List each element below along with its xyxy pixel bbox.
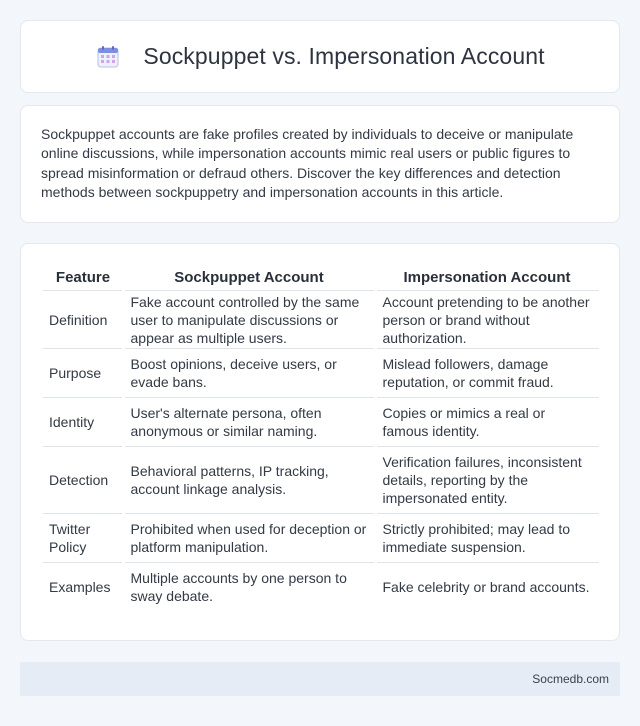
cell-impersonation: Fake celebrity or brand accounts.	[375, 563, 599, 612]
comparison-table	[43, 266, 599, 612]
table-row	[43, 398, 599, 447]
cell-sockpuppet: Behavioral patterns, IP tracking, account linkage analysis.	[123, 447, 375, 514]
cell-sockpuppet: Multiple accounts by one person to sway debate.	[123, 563, 375, 612]
cell-sockpuppet: Fake account controlled by the same user to manipulate discussions or appear as multiple users.	[123, 291, 375, 349]
comparison-table-card	[20, 243, 620, 641]
cell-feature: Detection	[43, 447, 123, 514]
header-sockpuppet: Sockpuppet Account	[174, 269, 324, 286]
cell-sockpuppet: Boost opinions, deceive users, or evade bans.	[123, 349, 375, 398]
intro-card	[20, 105, 620, 223]
cell-feature: Purpose	[43, 349, 123, 398]
cell-feature: Definition	[43, 291, 123, 349]
cell-sockpuppet: Prohibited when used for deception or platform manipulation.	[123, 514, 375, 563]
header-feature: Feature	[55, 269, 111, 286]
table-row	[43, 291, 599, 349]
header-impersonation: Impersonation Account	[403, 269, 571, 286]
cell-impersonation: Account pretending to be another person or brand without authorization.	[375, 291, 599, 349]
calendar-icon	[95, 44, 121, 70]
footer-site-link[interactable]: Socmedb.com	[532, 672, 609, 686]
cell-impersonation: Strictly prohibited; may lead to immediate suspension.	[375, 514, 599, 563]
table-row	[43, 563, 599, 612]
footer	[20, 662, 620, 696]
cell-impersonation: Mislead followers, damage reputation, or commit fraud.	[375, 349, 599, 398]
page-title: Sockpuppet vs. Impersonation Account	[143, 43, 545, 69]
cell-feature: Twitter Policy	[43, 514, 123, 563]
table-header-row	[43, 266, 599, 291]
cell-feature: Examples	[43, 563, 123, 612]
title-card	[20, 20, 620, 93]
table-row	[43, 514, 599, 563]
intro-text: Sockpuppet accounts are fake profiles created by individuals to deceive or manipulate online discussions, while impersonation accounts mimic real users or public figures to spread misinformation or defraud others. Discover the key differences and detection methods between sockpuppetry and impersonation accounts in this article.	[41, 126, 574, 200]
cell-impersonation: Copies or mimics a real or famous identity.	[375, 398, 599, 447]
table-row	[43, 447, 599, 514]
cell-impersonation: Verification failures, inconsistent details, reporting by the impersonated entity.	[375, 447, 599, 514]
table-row	[43, 349, 599, 398]
cell-sockpuppet: User's alternate persona, often anonymous or similar naming.	[123, 398, 375, 447]
cell-feature: Identity	[43, 398, 123, 447]
